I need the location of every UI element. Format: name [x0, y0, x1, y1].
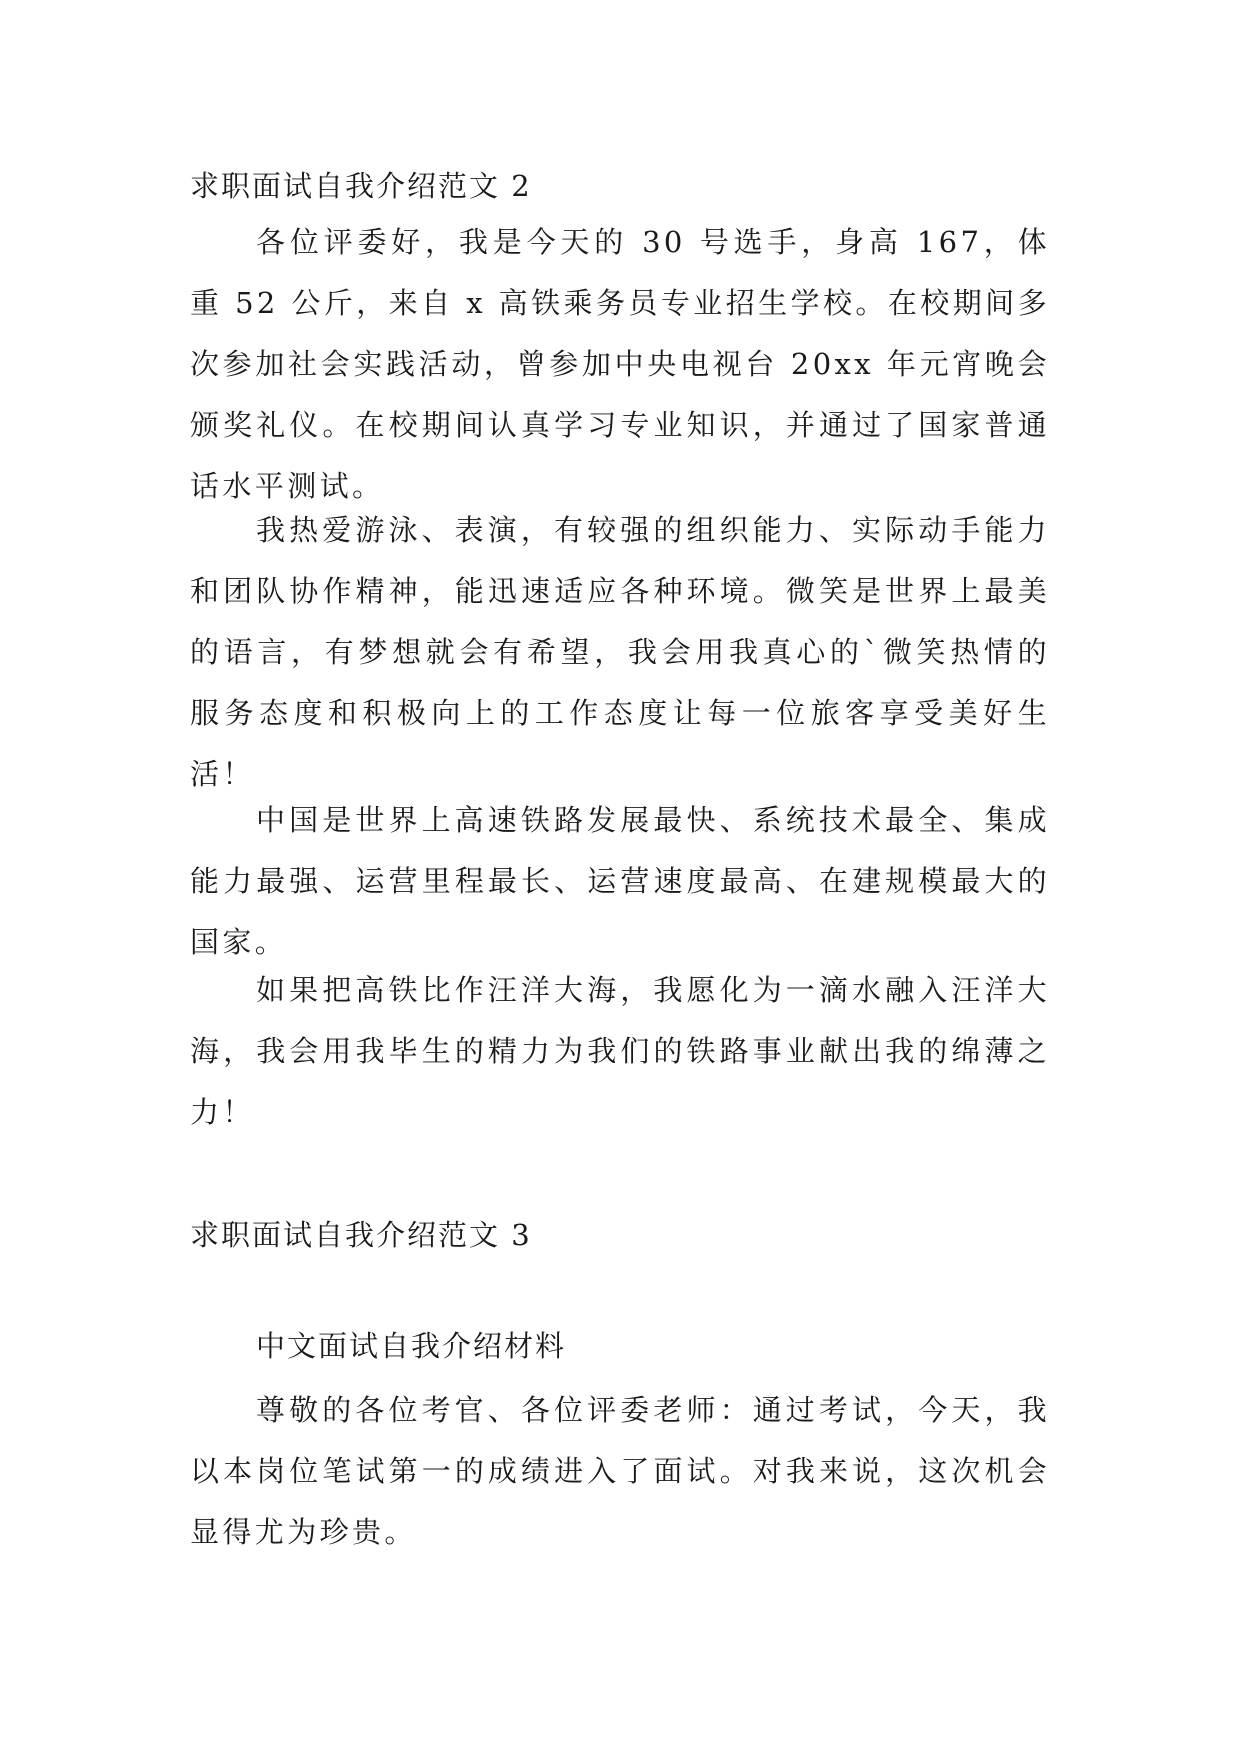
section-2-heading: 求职面试自我介绍范文 2: [190, 169, 532, 203]
section-2-paragraph-2: 我热爱游泳、表演，有较强的组织能力、实际动手能力和团队协作精神，能迅速适应各种环境。微笑是世界上最美的语言，有梦想就会有希望，我会用我真心的`微笑热情的服务态度和积极向上的工作态度让每一位旅客享受美好生活！: [190, 513, 1050, 791]
section-3-heading: 求职面试自我介绍范文 3: [190, 1218, 532, 1252]
section-2-paragraph-1: 各位评委好，我是今天的 30 号选手，身高 167，体重 52 公斤，来自 x 高铁乘务员专业招生学校。在校期间多次参加社会实践活动，曾参加中央电视台 20xx 年元宵晚会颁奖礼仪。在校期间认真学习专业知识，并通过了国家普通话水平测试。: [190, 225, 1050, 503]
section-2-paragraph-4: 如果把高铁比作汪洋大海，我愿化为一滴水融入汪洋大海，我会用我毕生的精力为我们的铁路事业献出我的绵薄之力！: [190, 973, 1050, 1129]
section-2-paragraph-3: 中国是世界上高速铁路发展最快、系统技术最全、集成能力最强、运营里程最长、运营速度最高、在建规模最大的国家。: [190, 803, 1050, 959]
section-3-subtitle: 中文面试自我介绍材料: [256, 1329, 567, 1363]
section-3-paragraph-1: 尊敬的各位考官、各位评委老师：通过考试，今天，我以本岗位笔试第一的成绩进入了面试。对我来说，这次机会显得尤为珍贵。: [190, 1393, 1050, 1549]
